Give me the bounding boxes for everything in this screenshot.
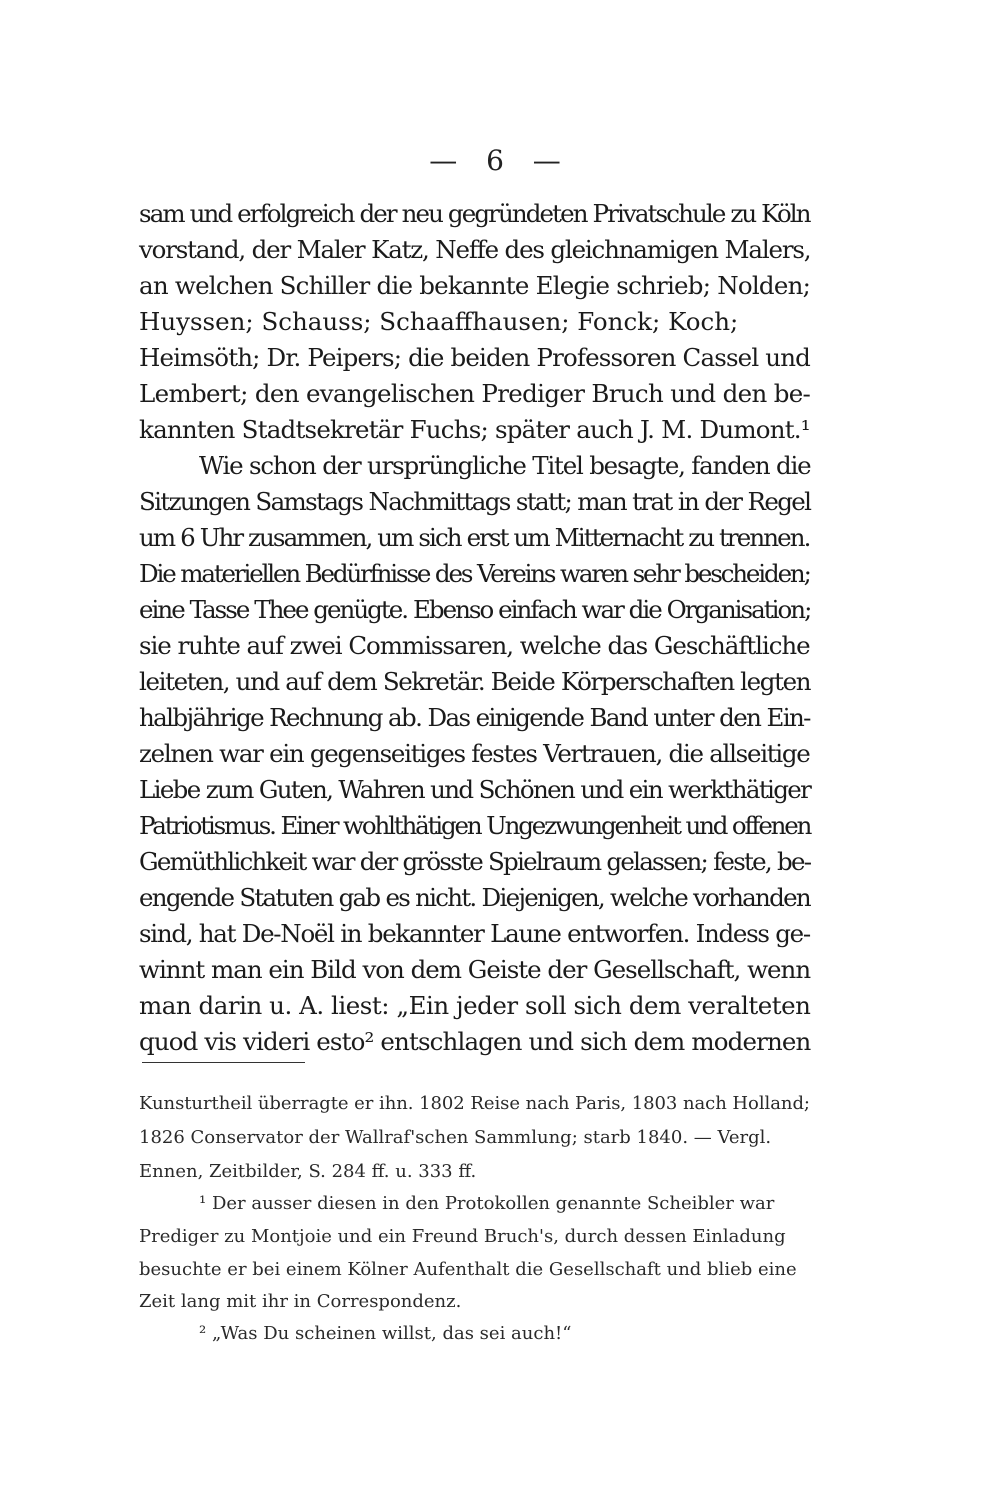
footnote-line: besuchte er bei einem Kölner Aufenthalt die Gesellschaft und blieb eine (139, 1259, 797, 1280)
body-line: Die materiellen Bedürfnisse des Vereins waren sehr bescheiden; (139, 559, 810, 588)
body-line: sie ruhte auf zwei Commissaren, welche das Geschäftliche (139, 631, 810, 660)
body-line: kannten Stadtsekretär Fuchs; später auch J. M. Dumont.¹ (139, 415, 810, 444)
body-line: Heimsöth; Dr. Peipers; die beiden Professoren Cassel und (139, 343, 811, 372)
body-line: halbjährige Rechnung ab. Das einigende Band unter den Ein- (139, 703, 810, 732)
footnote-line: Prediger zu Montjoie und ein Freund Bruch's, durch dessen Einladung (139, 1226, 786, 1247)
footnote-line: Zeit lang mit ihr in Correspondenz. (139, 1291, 462, 1312)
body-line: Liebe zum Guten, Wahren und Schönen und ein werkthätiger (139, 775, 811, 804)
body-line: Sitzungen Samstags Nachmittags statt; man trat in der Regel (139, 487, 811, 516)
body-line: man darin u. A. liest: „Ein jeder soll sich dem veralteten (139, 991, 811, 1020)
body-line: Huyssen; Schauss; Schaaffhausen; Fonck; Koch; (139, 307, 739, 336)
body-line: winnt man ein Bild von dem Geiste der Gesellschaft, wenn (139, 955, 811, 984)
footnote-line: Ennen, Zeitbilder, S. 284 ff. u. 333 ff. (139, 1161, 477, 1182)
footnote-line: ² „Was Du scheinen willst, das sei auch!“ (199, 1323, 572, 1344)
body-line: sam und erfolgreich der neu gegründeten Privatschule zu Köln (139, 199, 810, 228)
body-line: zelnen war ein gegenseitiges festes Vertrauen, die allseitige (139, 739, 810, 768)
body-line: eine Tasse Thee genügte. Ebenso einfach war die Organisation; (139, 595, 811, 624)
footnote-line: ¹ Der ausser diesen in den Protokollen genannte Scheibler war (199, 1193, 775, 1214)
page-number: — 6 — (429, 144, 571, 177)
body-line: an welchen Schiller die bekannte Elegie schrieb; Nolden; (139, 271, 811, 300)
footnote-rule (142, 1062, 305, 1063)
body-line: vorstand, der Maler Katz, Neffe des gleichnamigen Malers, (139, 235, 811, 264)
body-line: Lembert; den evangelischen Prediger Bruch und den be- (139, 379, 811, 408)
body-line: sind, hat De-Noël in bekannter Laune entworfen. Indess ge- (139, 919, 810, 948)
body-line: leiteten, und auf dem Sekretär. Beide Körperschaften legten (139, 667, 811, 696)
body-line: um 6 Uhr zusammen, um sich erst um Mitternacht zu trennen. (139, 523, 810, 552)
body-line: Gemüthlichkeit war der grösste Spielraum gelassen; feste, be- (139, 847, 811, 876)
body-line: engende Statuten gab es nicht. Diejenigen, welche vorhanden (139, 883, 810, 912)
footnote-line: Kunsturtheil überragte er ihn. 1802 Reise nach Paris, 1803 nach Holland; (139, 1093, 810, 1114)
body-line: Patriotismus. Einer wohlthätigen Ungezwungenheit und offenen (139, 811, 811, 840)
footnote-line: 1826 Conservator der Wallraf'schen Sammlung; starb 1840. — Vergl. (139, 1127, 772, 1148)
body-line: quod vis videri esto² entschlagen und sich dem modernen (139, 1027, 811, 1056)
body-line: Wie schon der ursprüngliche Titel besagte, fanden die (199, 451, 811, 480)
